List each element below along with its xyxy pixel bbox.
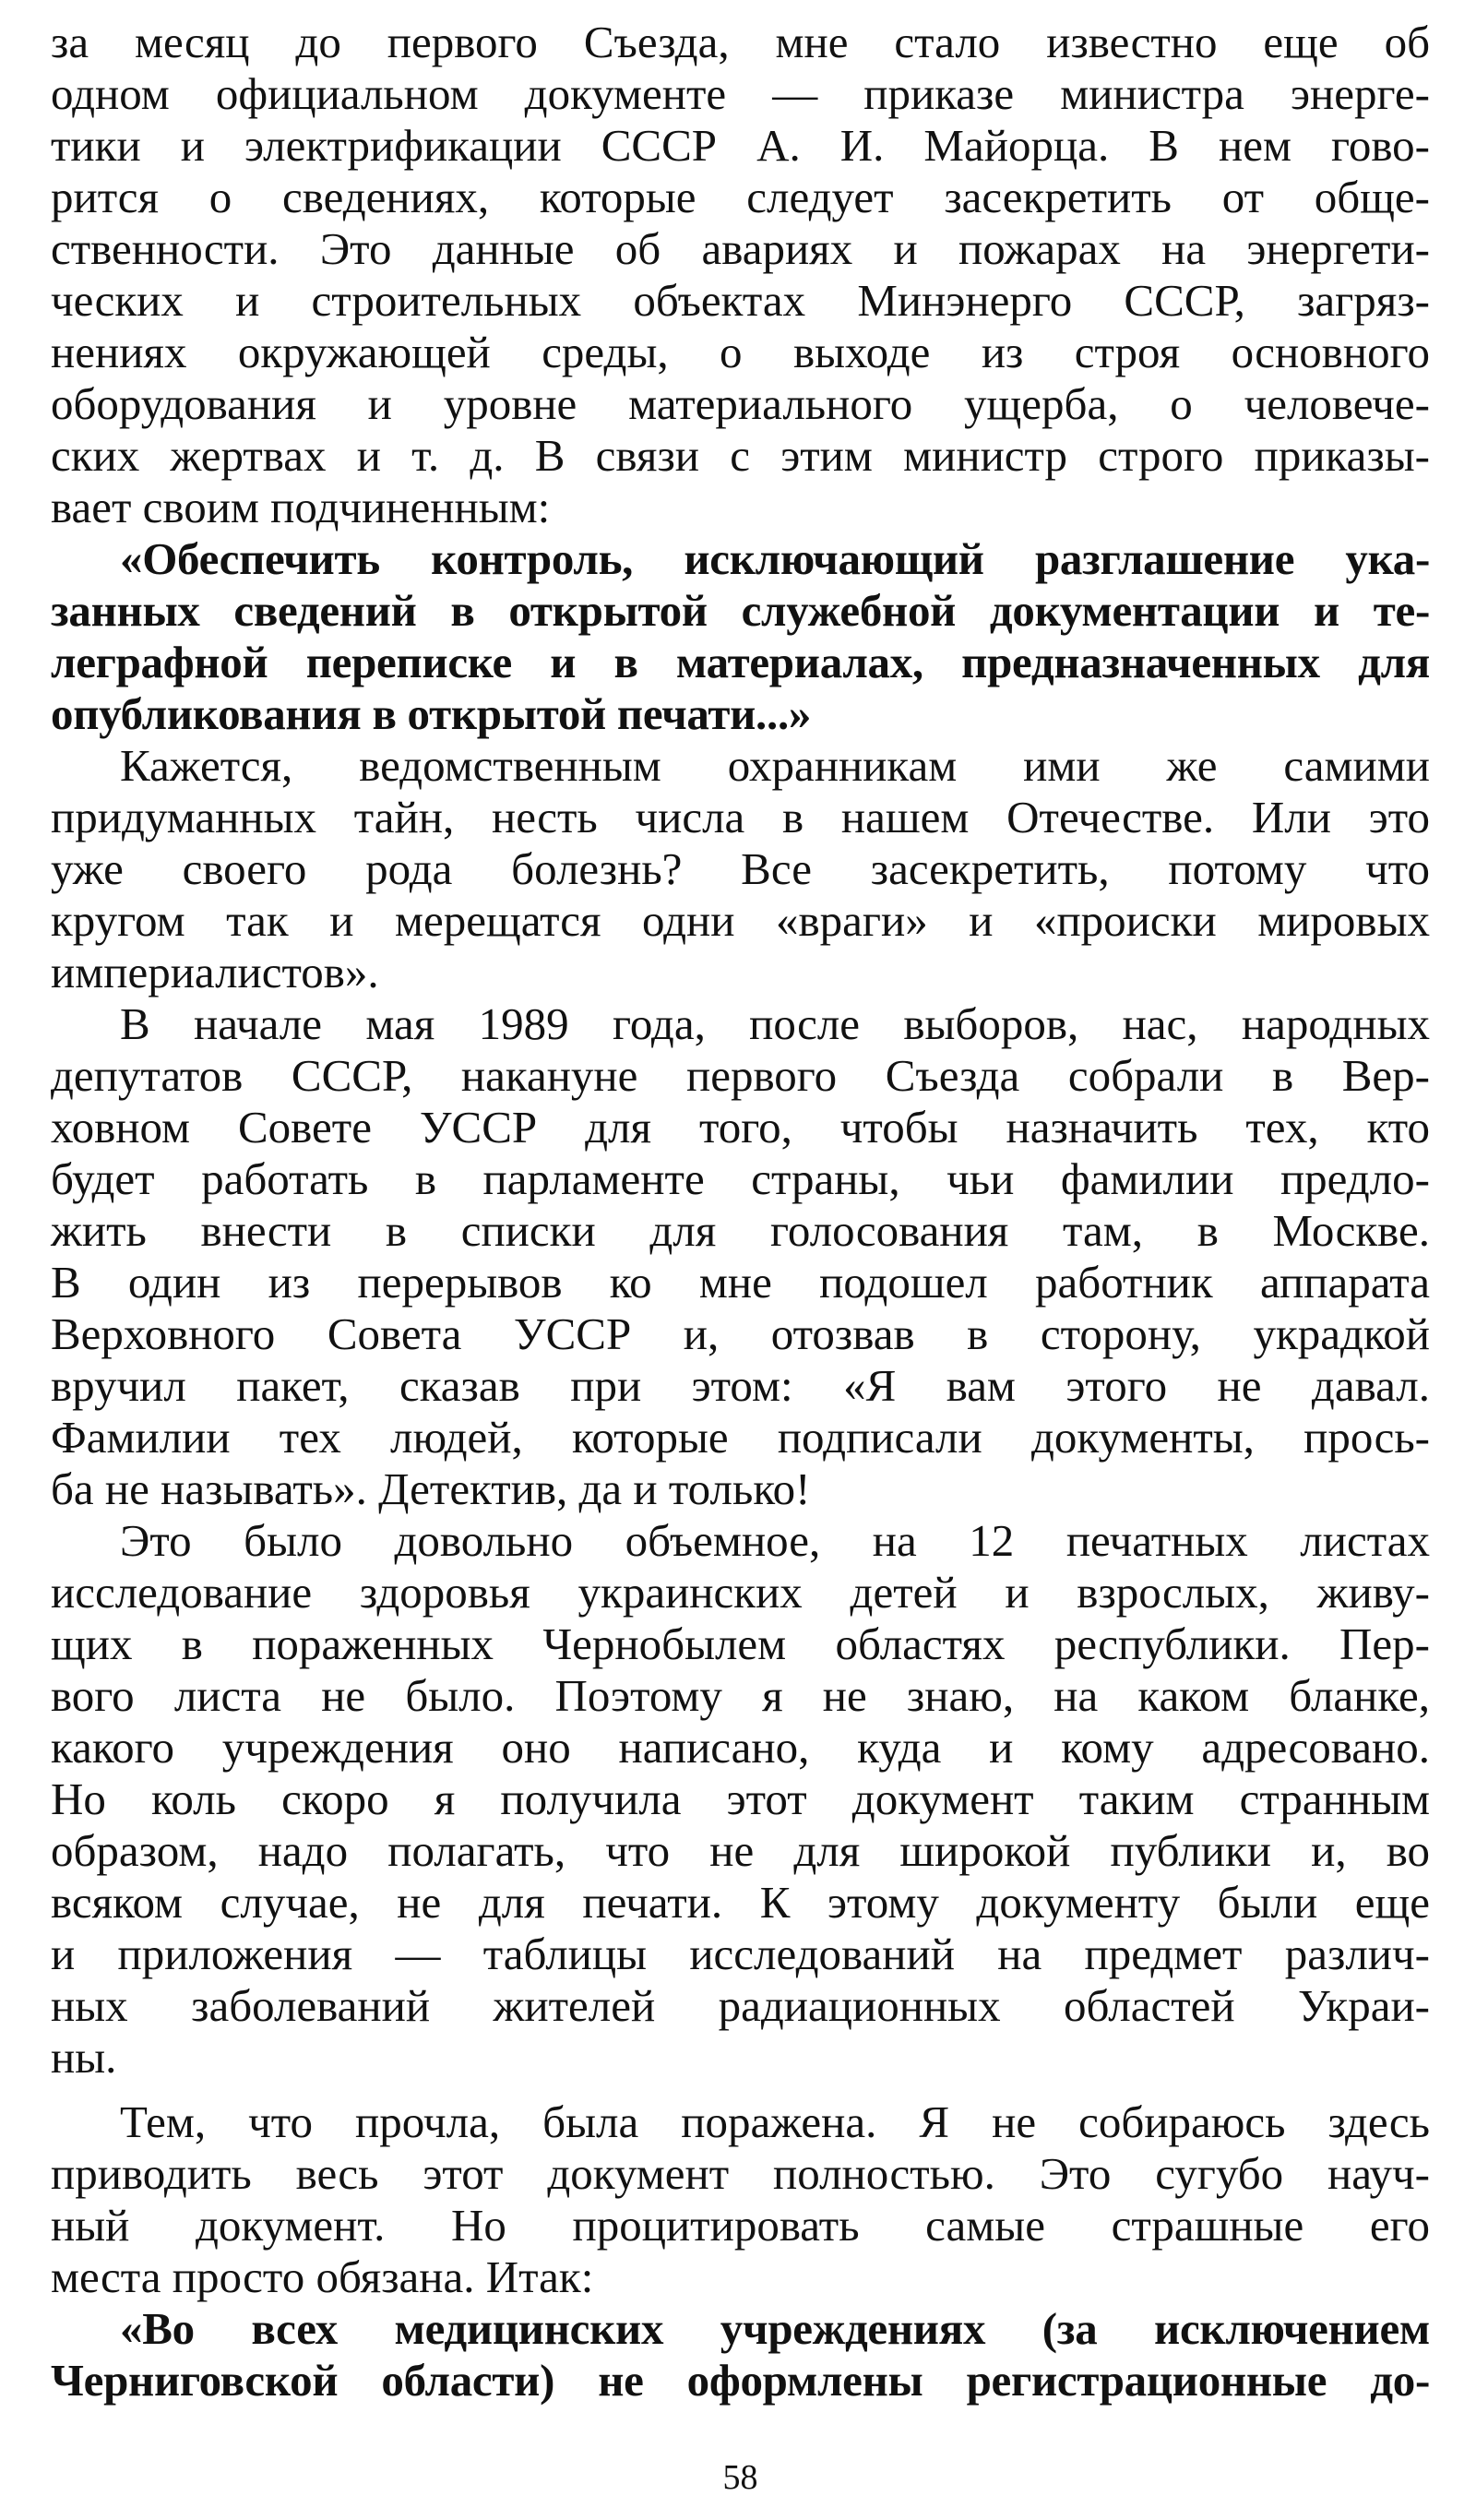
text-line: оборудования и уровне материального ущерба, о человече- — [51, 378, 1430, 429]
text-line: всяком случае, не для печати. К этому документу были еще — [51, 1877, 1430, 1928]
text-line: вает своим подчиненным: — [51, 482, 551, 532]
text-line: ховном Совете УССР для того, чтобы назначить тех, кто — [51, 1102, 1430, 1153]
text-line: ных заболеваний жителей радиационных областей Украи- — [51, 1980, 1430, 2031]
text-line: ба не называть». Детектив, да и только! — [51, 1463, 811, 1514]
quoted-text-line: леграфной переписке и в материалах, предназначенных для — [51, 637, 1430, 687]
text-line: депутатов СССР, накануне первого Съезда собрали в Вер- — [51, 1050, 1430, 1101]
text-line: ны. — [51, 2032, 117, 2083]
text-line: за месяц до первого Съезда, мне стало известно еще об — [51, 17, 1430, 67]
page-number: 58 — [722, 2458, 758, 2497]
page-text-body — [51, 17, 1430, 2407]
text-line: и приложения — таблицы исследований на предмет различ- — [51, 1929, 1430, 1979]
text-line: вого листа не было. Поэтому я не знаю, на каком бланке, — [51, 1670, 1430, 1721]
text-line: жить внести в списки для голосования там, в Москве. — [51, 1205, 1430, 1256]
text-line: В начале мая 1989 года, после выборов, нас, народных — [120, 998, 1430, 1049]
quoted-text-line: занных сведений в открытой служебной документации и те- — [51, 585, 1430, 636]
text-line: приводить весь этот документ полностью. Это сугубо науч- — [51, 2148, 1430, 2199]
text-line: ческих и строительных объектах Минэнерго СССР, загряз- — [51, 275, 1430, 326]
text-line: Тем, что прочла, была поражена. Я не собираюсь здесь — [120, 2096, 1430, 2147]
text-line: Верховного Совета УССР и, отозвав в сторону, украдкой — [51, 1308, 1430, 1359]
quoted-text-line: Черниговской области) не оформлены регистрационные до- — [51, 2355, 1430, 2406]
text-line: одном официальном документе — приказе министра энерге- — [51, 68, 1430, 119]
text-line: нениях окружающей среды, о выходе из строя основного — [51, 327, 1430, 377]
text-line: вручил пакет, сказав при этом: «Я вам этого не давал. — [51, 1360, 1430, 1411]
quoted-text-line: «Во всех медицинских учреждениях (за исключением — [120, 2303, 1430, 2354]
text-line: ских жертвах и т. д. В связи с этим министр строго приказы- — [51, 430, 1430, 481]
text-line: уже своего рода болезнь? Все засекретить, потому что — [51, 843, 1430, 894]
text-line: империалистов». — [51, 947, 379, 997]
quoted-text-line: «Обеспечить контроль, исключающий разглашение ука- — [120, 533, 1430, 584]
text-line: Это было довольно объемное, на 12 печатных листах — [120, 1515, 1430, 1566]
text-line: Фамилии тех людей, которые подписали документы, прось- — [51, 1412, 1430, 1463]
text-line: рится о сведениях, которые следует засекретить от обще- — [51, 172, 1430, 222]
text-line: Но коль скоро я получила этот документ таким странным — [51, 1774, 1430, 1824]
text-line: места просто обязана. Итак: — [51, 2251, 594, 2302]
book-page — [51, 17, 1430, 2499]
quoted-text-line: опубликования в открытой печати...» — [51, 688, 812, 739]
text-line: будет работать в парламенте страны, чьи фамилии предло- — [51, 1153, 1430, 1204]
text-line: ственности. Это данные об авариях и пожарах на энергети- — [51, 223, 1430, 274]
text-line: придуманных тайн, несть числа в нашем Отечестве. Или это — [51, 792, 1430, 842]
text-line: ный документ. Но процитировать самые страшные его — [51, 2200, 1430, 2251]
text-line: исследование здоровья украинских детей и взрослых, живу- — [51, 1567, 1430, 1618]
text-line: щих в пораженных Чернобылем областях республики. Пер- — [51, 1618, 1430, 1669]
text-line: кругом так и мерещатся одни «враги» и «происки мировых — [51, 895, 1430, 946]
text-line: Кажется, ведомственным охранникам ими же самими — [120, 740, 1430, 791]
text-line: тики и электрификации СССР А. И. Майорца. В нем гово- — [51, 120, 1430, 171]
text-line: какого учреждения оно написано, куда и кому адресовано. — [51, 1722, 1430, 1773]
text-line: образом, надо полагать, что не для широкой публики и, во — [51, 1825, 1430, 1876]
text-line: В один из перерывов ко мне подошел работник аппарата — [51, 1257, 1430, 1308]
